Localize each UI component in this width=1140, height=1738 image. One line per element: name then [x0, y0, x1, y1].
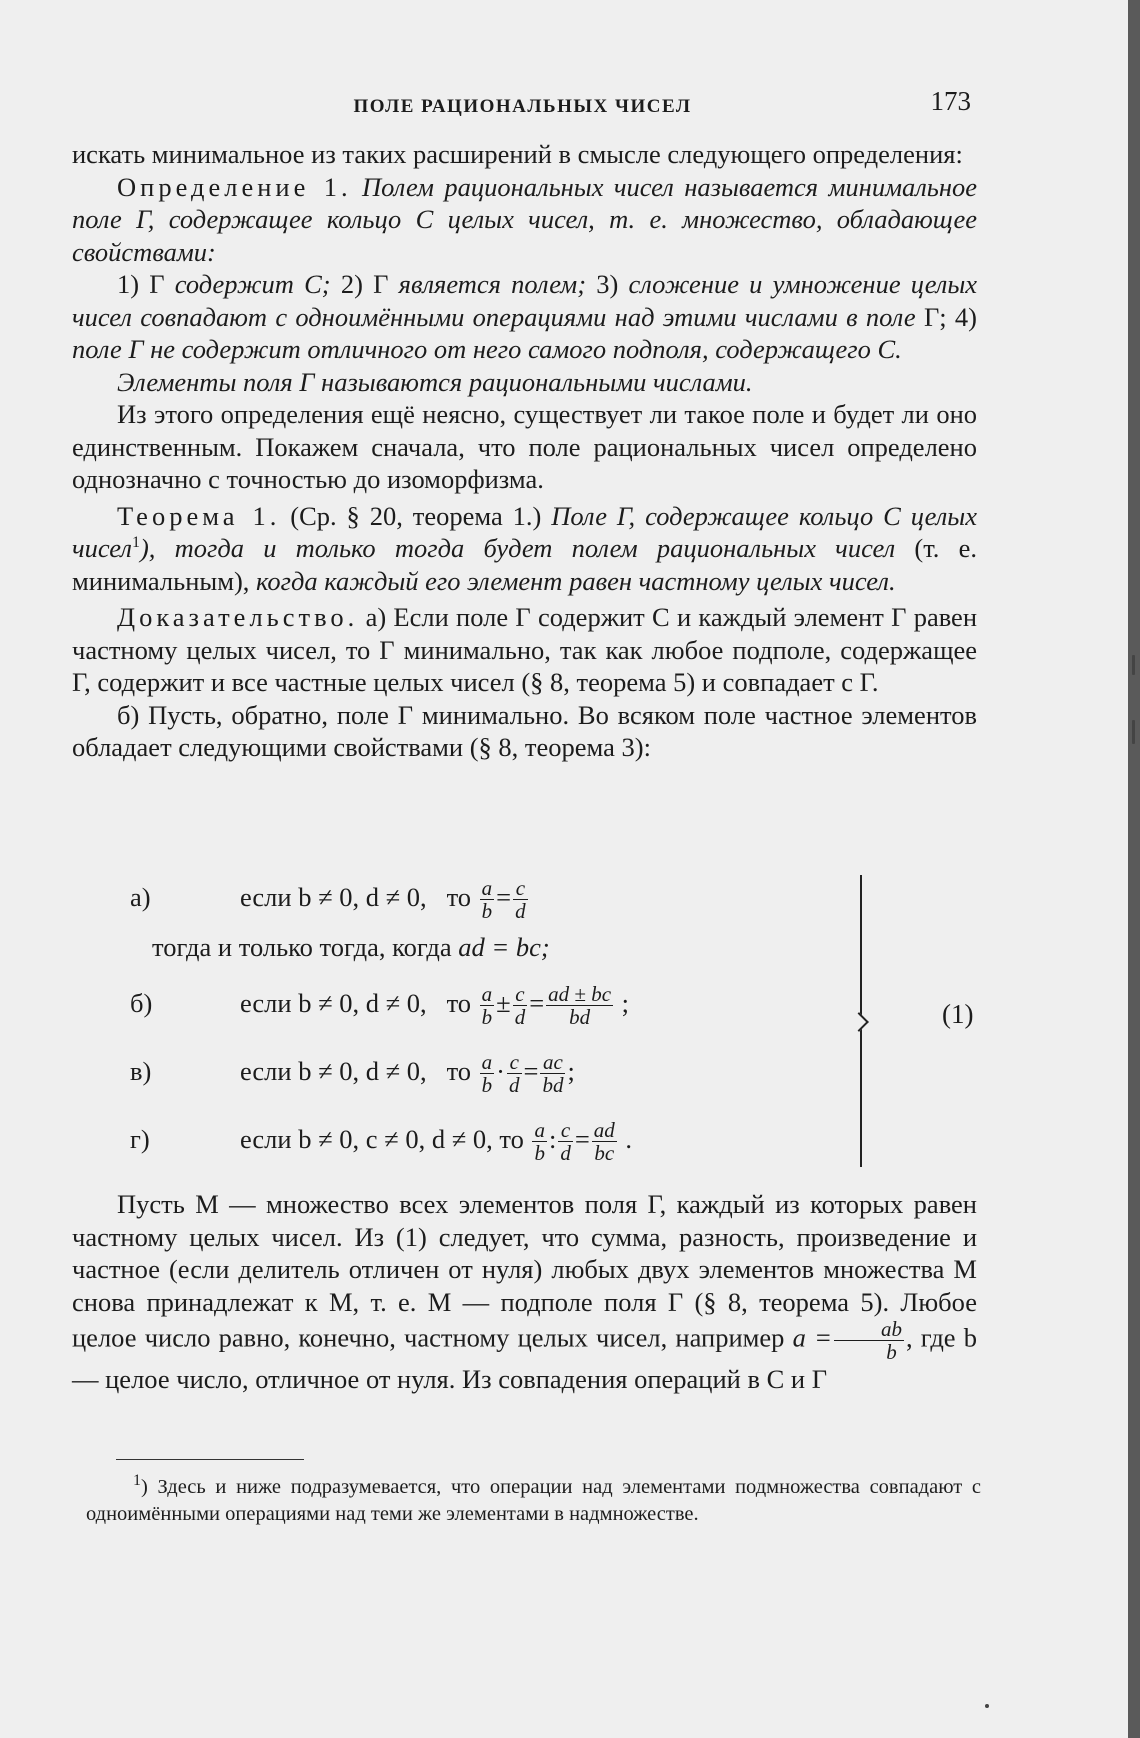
elements-text: Элементы поля Γ называются рациональными числами. — [117, 366, 753, 397]
formula-row-a — [72, 876, 852, 924]
main-text — [72, 138, 977, 764]
rational-numbers-definition — [72, 366, 977, 399]
prop-2-text: является полем; — [398, 269, 587, 299]
theorem-label: Теорема 1. — [117, 500, 281, 531]
prop-2-num: 2) Γ — [340, 269, 389, 299]
paragraph-subfield — [72, 1188, 977, 1396]
numerator: c — [558, 1119, 573, 1142]
denominator: b — [534, 1141, 545, 1166]
equals-sign: = — [523, 1056, 539, 1086]
formula-condition — [240, 1051, 575, 1096]
denominator: bd — [542, 1073, 564, 1098]
condition-text: если b ≠ 0, d ≠ 0, — [240, 882, 427, 912]
page-edge-shadow — [1128, 0, 1140, 1738]
fraction — [558, 1119, 573, 1164]
theorem-text-1: Поле Γ, содержащее кольцо C целых чисел — [72, 500, 978, 563]
formula-label: а) — [130, 882, 151, 912]
subfield-text-tail: , где b — целое число, отличное от нуля. Из совпадения операций в C и Γ — [72, 1322, 978, 1394]
numerator: ab — [834, 1318, 904, 1341]
condition-text: если b ≠ 0, d ≠ 0, — [240, 988, 427, 1018]
formula-condition — [240, 983, 629, 1028]
dot-operator: · — [496, 1056, 505, 1086]
fraction — [513, 877, 528, 922]
denominator: b — [481, 1005, 493, 1030]
formula-row-v — [72, 1050, 852, 1098]
footnote — [86, 1474, 981, 1528]
paragraph-intro: искать минимальное из таких расширений в смысле следующего определения: — [72, 139, 963, 169]
formula-condition — [240, 1119, 632, 1164]
proof — [72, 601, 977, 699]
formula-row-g — [72, 1118, 852, 1166]
equals-sign: = — [496, 882, 512, 912]
denominator: bc — [594, 1141, 615, 1166]
fraction — [834, 1318, 904, 1363]
then-word: то — [446, 988, 472, 1018]
prop-3-text: сложение и умножение целых чисел совпадают с одноимёнными операциями над этими числами в поле — [72, 269, 978, 332]
numerator: c — [513, 877, 528, 900]
page-number: 173 — [930, 86, 971, 116]
numerator: a — [481, 1050, 493, 1075]
period: . — [625, 1124, 633, 1154]
denominator: d — [514, 1005, 526, 1030]
running-title: ПОЛЕ РАЦИОНАЛЬНЫХ ЧИСЕЛ — [353, 96, 692, 117]
paragraph-uniqueness: Из этого определения ещё неясно, существует ли такое поле и будет ли оно единственным. Покажем сначала, что поле рациональных чисел определено однозначно с точностью до изоморфизма. — [72, 399, 977, 494]
iff-text: тогда и только тогда, когда — [152, 932, 452, 962]
numerator: a — [534, 1118, 545, 1143]
proof-part-b: б) Пусть, обратно, поле Γ минимально. Во всяком поле частное элементов обладает следующими свойствами (§ 8, теорема 3): — [72, 699, 977, 762]
then-word: то — [446, 1056, 472, 1086]
theorem-text-2: ), тогда и только тогда будет полем рациональных чисел — [139, 533, 896, 563]
edge-mark — [1132, 655, 1135, 675]
theorem-parenthetical: (т. е. минимальным), — [72, 533, 978, 596]
then-word: то — [446, 882, 472, 912]
equals-sign: = — [529, 988, 545, 1018]
colon-operator: : — [548, 1124, 557, 1154]
fraction — [507, 1051, 522, 1096]
formula-row-a-condition — [152, 927, 932, 967]
formula-block — [72, 865, 977, 1183]
denominator: d — [560, 1141, 571, 1166]
fraction — [546, 983, 613, 1028]
definition-1 — [72, 171, 977, 269]
then-word: то — [499, 1124, 524, 1154]
equation-number: (1) — [942, 999, 974, 1029]
numerator: ad — [593, 1118, 615, 1143]
edge-mark — [1132, 720, 1135, 744]
formula-label: г) — [130, 1124, 150, 1154]
footnote-mark: 1 — [133, 1472, 141, 1490]
denominator: b — [886, 1340, 897, 1364]
denominator: d — [509, 1073, 520, 1098]
theorem-text-3: когда каждый его элемент равен частному целых чисел. — [256, 565, 896, 596]
fraction — [513, 983, 528, 1028]
fraction — [592, 1119, 617, 1164]
numerator: c — [513, 983, 528, 1006]
paper-speck — [985, 1704, 989, 1708]
main-text-continued — [72, 1188, 977, 1396]
fraction — [532, 1119, 547, 1164]
iff-equation: ad = bc; — [458, 932, 550, 962]
proof-part-a: а) Если поле Γ содержит C и каждый элемент Γ равен частному целых чисел, то Γ минимально, так как любое подполе, содержащее Γ, содержит и все частные целых чисел (§ 8, теорема 5) и совпадает с Γ. — [72, 602, 978, 697]
equals-sign: = — [574, 1124, 590, 1154]
footnote-text — [86, 1474, 981, 1528]
prop-4-text: поле Γ не содержит отличного от него самого подполя, содержащего C. — [72, 334, 902, 364]
prop-1-num: 1) Γ — [117, 269, 165, 299]
subfield-text: Пусть M — множество всех элементов поля Γ, каждый из которых равен частному целых чисел. Из (1) следует, что сумма, разность, произведение и частное (если делитель отличен от нуля) любых двух элементов множества M снова принадлежат к M, т. е. M — подполе поля Γ (§ 8, теорема 5). Любое целое число равно, конечно, частному целых чисел, например — [72, 1189, 977, 1353]
numerator: a — [481, 982, 493, 1007]
theorem-1 — [72, 500, 977, 598]
prop-4-num: Γ; 4) — [923, 301, 978, 332]
footnote-separator — [116, 1459, 304, 1460]
proof-label: Доказательство. — [117, 602, 359, 632]
theorem-reference: (Ср. § 20, теорема 1.) — [290, 500, 542, 531]
formula-label: в) — [130, 1056, 152, 1086]
semicolon: ; — [567, 1056, 575, 1086]
footnote-ref: 1 — [131, 534, 140, 552]
definition-label: Определение 1. — [117, 171, 352, 202]
example-lhs: a = — [792, 1322, 832, 1353]
numerator: ac — [540, 1051, 565, 1074]
plus-minus-sign: ± — [496, 988, 511, 1018]
fraction — [540, 1051, 565, 1096]
formula-condition — [240, 877, 530, 922]
denominator: b — [481, 899, 493, 924]
page-header — [70, 86, 975, 126]
formula-label: б) — [130, 988, 153, 1018]
denominator: b — [481, 1073, 493, 1098]
condition-text: если b ≠ 0, c ≠ 0, d ≠ 0, — [240, 1124, 493, 1154]
fraction — [480, 877, 495, 922]
numerator: a — [481, 876, 493, 901]
fraction — [480, 1051, 495, 1096]
numerator: ad ± bc — [548, 982, 612, 1007]
definition-properties — [72, 268, 977, 366]
denominator: bd — [569, 1005, 591, 1030]
fraction — [480, 983, 495, 1028]
prop-3-num: 3) — [596, 269, 619, 299]
numerator: c — [507, 1051, 522, 1074]
formula-row-b — [72, 982, 852, 1030]
definition-text: Полем рациональных чисел называется минимальное поле Γ, содержащее кольцо C целых чисел, т. е. множество, обладающее свойствами: — [72, 171, 978, 267]
condition-text: если b ≠ 0, d ≠ 0, — [240, 1056, 427, 1086]
denominator: d — [515, 899, 526, 924]
prop-1-text: содержит C; — [174, 269, 331, 299]
semicolon: ; — [621, 988, 630, 1018]
footnote-body: ) Здесь и ниже подразумевается, что операции над элементами подмножества совпадают с одноимёнными операциями над теми же элементами в надмножестве. — [86, 1476, 981, 1525]
